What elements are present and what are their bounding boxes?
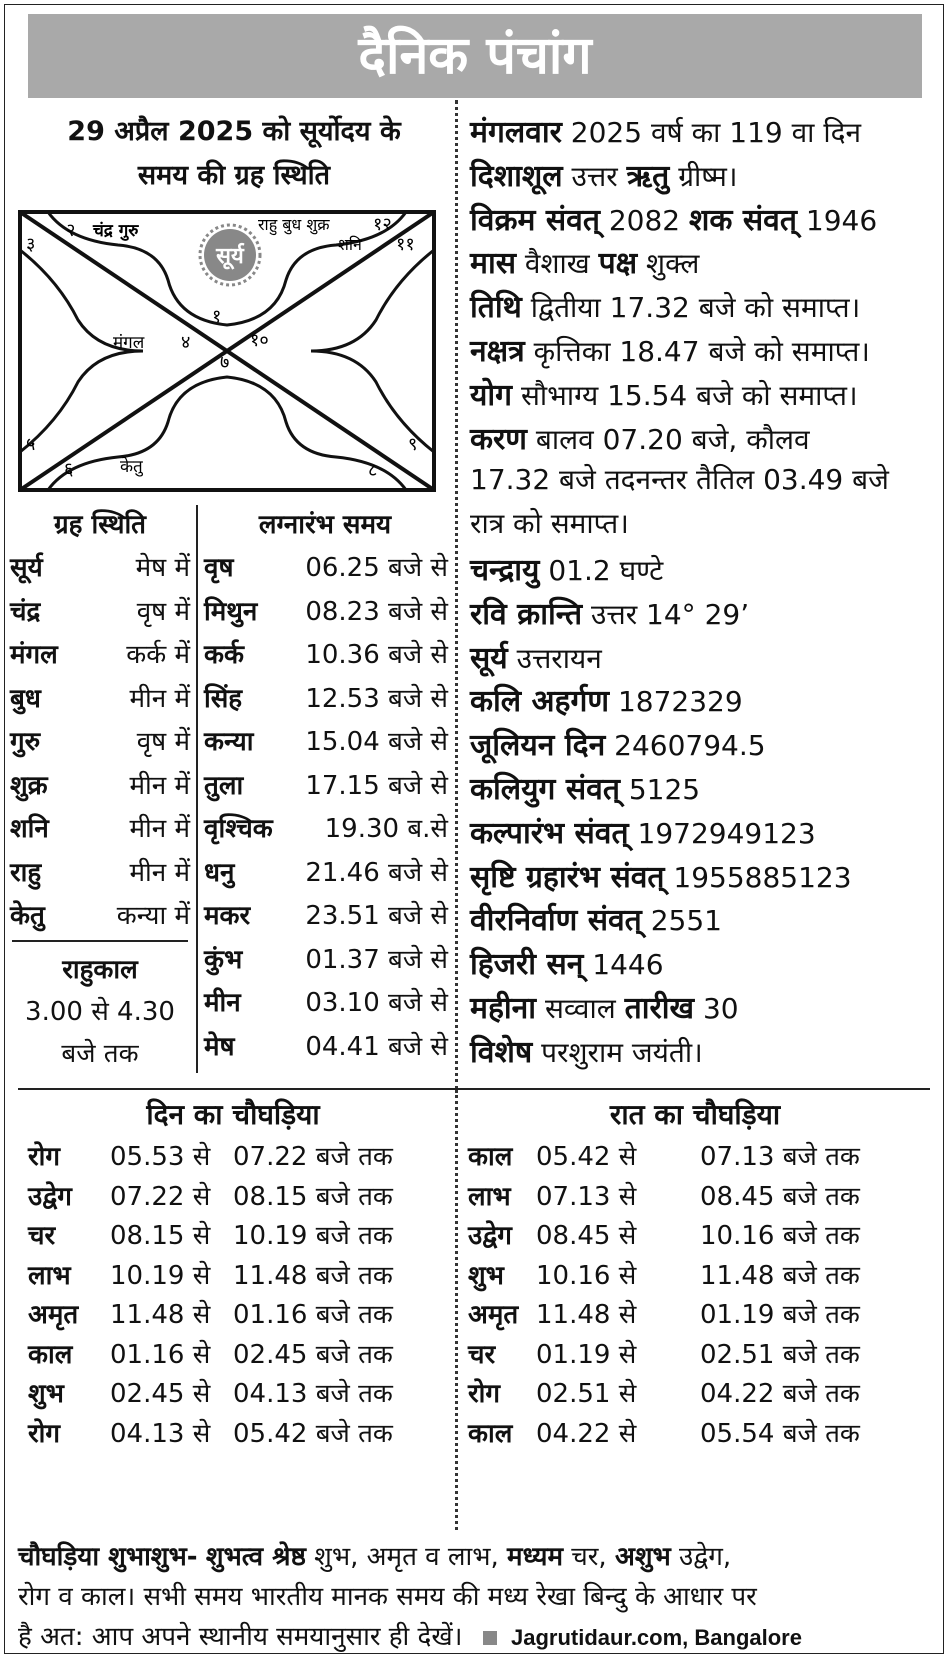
panchang-value: शुक्ल bbox=[646, 247, 700, 281]
lagna-time: 04.41 बजे से bbox=[305, 1031, 448, 1062]
panchang-label: कल्पारंभ संवत् bbox=[470, 815, 629, 851]
panchang-value: 1955885123 bbox=[673, 860, 852, 894]
rahukaal-divider bbox=[12, 940, 188, 942]
house-number: ४ bbox=[181, 332, 191, 353]
panchang-label: महीना bbox=[470, 991, 537, 1026]
page-title-banner: दैनिक पंचांग bbox=[28, 14, 922, 98]
graha-sign: मीन में bbox=[129, 683, 190, 714]
lagna-title: लग्नारंभ समय bbox=[258, 510, 392, 540]
graha-sign: कर्क में bbox=[126, 640, 190, 670]
graha-planet: गुरु bbox=[10, 727, 41, 757]
choghadiya-to: 11.48 बजे तक bbox=[700, 1260, 860, 1291]
day-choghadiya-row bbox=[28, 1295, 448, 1331]
graha-planet: मंगल bbox=[10, 640, 58, 670]
lagna-time: 01.37 बजे से bbox=[305, 944, 448, 975]
lagna-sign: तुला bbox=[204, 770, 244, 801]
panchang-line bbox=[470, 198, 877, 239]
panchang-label: कलि अहर्गण bbox=[470, 684, 610, 720]
panchang-label: योग bbox=[470, 377, 513, 413]
panchang-value: द्वितीया 17.32 बजे को समाप्त। bbox=[530, 291, 861, 325]
panchang-value: बालव 07.20 बजे, कौलव bbox=[535, 422, 810, 456]
night-choghadiya-row bbox=[468, 1177, 888, 1213]
rahukaal-time: 3.00 से 4.30 bbox=[25, 997, 175, 1027]
panchang-value: 17.32 बजे तदनन्तर तैतिल 03.49 बजे bbox=[470, 463, 889, 497]
choghadiya-name: रोग bbox=[28, 1418, 61, 1449]
panchang-line bbox=[470, 855, 852, 896]
panchang-label: मंगलवार bbox=[470, 115, 562, 150]
choghadiya-from: 01.19 से bbox=[536, 1339, 637, 1370]
panchang-line bbox=[470, 504, 629, 542]
panchang-label: सृष्टि ग्रहारंभ संवत् bbox=[470, 859, 665, 895]
choghadiya-to: 04.13 बजे तक bbox=[233, 1379, 393, 1409]
graha-planet: राहु bbox=[10, 857, 42, 888]
choghadiya-from: 11.48 से bbox=[110, 1300, 211, 1330]
panchang-line bbox=[470, 241, 699, 282]
lagna-sign: सिंह bbox=[204, 683, 243, 714]
choghadiya-name: काल bbox=[28, 1339, 73, 1370]
panchang-value: 2025 वर्ष का 119 वा दिन bbox=[570, 116, 861, 149]
panchang-value: 2460794.5 bbox=[614, 729, 766, 763]
panchang-value: परशुराम जयंती। bbox=[541, 1035, 703, 1069]
choghadiya-to: 07.13 बजे तक bbox=[700, 1142, 860, 1172]
planets-house-4: मंगल bbox=[113, 333, 145, 353]
panchang-line bbox=[470, 329, 870, 370]
choghadiya-to: 05.54 बजे तक bbox=[700, 1418, 860, 1449]
chart-title: 29 अप्रैल 2025 को सूर्योदय के समय की ग्रह स्थिति bbox=[67, 116, 401, 191]
lagna-time: 23.51 बजे से bbox=[305, 901, 448, 931]
panchang-label: विक्रम संवत् bbox=[470, 202, 600, 238]
house-number: ८ bbox=[368, 460, 378, 481]
graha-lagna-divider bbox=[196, 505, 198, 1073]
choghadiya-name: उद्वेग bbox=[28, 1181, 72, 1212]
panchang-line bbox=[470, 548, 663, 589]
panchang-value: रात्र को समाप्त। bbox=[470, 507, 629, 541]
choghadiya-divider bbox=[455, 1090, 458, 1530]
house-number: ३ bbox=[26, 234, 36, 255]
choghadiya-from: 08.45 से bbox=[536, 1221, 637, 1251]
choghadiya-from: 08.15 से bbox=[110, 1221, 211, 1251]
panchang-line bbox=[470, 767, 700, 808]
choghadiya-from: 04.22 से bbox=[536, 1418, 637, 1449]
panchang-label: शक संवत् bbox=[689, 202, 797, 238]
panchang-line bbox=[470, 417, 810, 458]
graha-planet: शनि bbox=[10, 814, 49, 844]
graha-planet: चंद्र bbox=[10, 596, 41, 627]
panchang-line bbox=[470, 285, 860, 326]
panchang-value: 2082 bbox=[608, 203, 681, 237]
day-choghadiya-row bbox=[28, 1256, 448, 1292]
lagna-sign: कर्क bbox=[204, 640, 244, 670]
choghadiya-from: 05.53 से bbox=[110, 1142, 211, 1172]
panchang-value: सौभाग्य 15.54 बजे को समाप्त। bbox=[520, 378, 858, 412]
panchang-label: सूर्य bbox=[470, 640, 508, 676]
graha-sign: मीन में bbox=[129, 857, 190, 888]
lagna-sign: मकर bbox=[204, 901, 251, 931]
day-choghadiya-row bbox=[28, 1335, 448, 1371]
graha-planet: केतु bbox=[10, 901, 45, 931]
house-number: १ bbox=[212, 306, 222, 327]
graha-sign: मीन में bbox=[129, 814, 190, 844]
choghadiya-from: 10.16 से bbox=[536, 1260, 637, 1291]
night-choghadiya-row bbox=[468, 1414, 888, 1450]
lagna-sign: मीन bbox=[204, 988, 241, 1018]
panchang-line bbox=[470, 154, 737, 195]
brand-square-icon bbox=[483, 1631, 497, 1645]
lagna-sign: मेष bbox=[204, 1031, 235, 1062]
panchang-label: ऋतु bbox=[626, 158, 670, 194]
choghadiya-name: चर bbox=[468, 1339, 496, 1370]
panchang-line bbox=[470, 942, 664, 983]
day-choghadiya-row bbox=[28, 1374, 448, 1410]
choghadiya-to: 01.19 बजे तक bbox=[700, 1300, 860, 1330]
night-choghadiya-row bbox=[468, 1295, 888, 1331]
night-choghadiya-row bbox=[468, 1137, 888, 1173]
night-choghadiya-title: रात का चौघड़िया bbox=[609, 1098, 781, 1131]
graha-sign: कन्या में bbox=[116, 901, 190, 931]
choghadiya-from: 11.48 से bbox=[536, 1300, 637, 1330]
panchang-label: रवि क्रान्ति bbox=[470, 596, 583, 632]
lagna-time: 06.25 बजे से bbox=[305, 553, 448, 583]
day-choghadiya-title: दिन का चौघड़िया bbox=[146, 1098, 320, 1131]
choghadiya-from: 02.45 से bbox=[110, 1379, 211, 1409]
choghadiya-name: लाभ bbox=[28, 1260, 71, 1291]
day-choghadiya-row bbox=[28, 1414, 448, 1450]
panchang-line bbox=[470, 986, 739, 1027]
house-number: १० bbox=[250, 330, 269, 351]
house-number: ११ bbox=[396, 234, 415, 255]
panchang-label: चन्द्रायु bbox=[470, 553, 540, 588]
panchang-value: 30 bbox=[702, 992, 739, 1025]
house-number: ५ bbox=[26, 434, 36, 455]
panchang-line bbox=[470, 723, 766, 764]
night-choghadiya-row bbox=[468, 1256, 888, 1292]
planets-house-2: चंद्र गुरु bbox=[93, 221, 139, 241]
choghadiya-from: 10.19 से bbox=[110, 1260, 211, 1291]
choghadiya-to: 10.16 बजे तक bbox=[700, 1221, 860, 1251]
graha-planet: बुध bbox=[10, 683, 41, 714]
choghadiya-name: अमृत bbox=[468, 1300, 519, 1330]
panchang-value: कृत्तिका 18.47 बजे को समाप्त। bbox=[533, 335, 870, 368]
panchang-value: 2551 bbox=[650, 904, 722, 938]
choghadiya-to: 02.45 बजे तक bbox=[233, 1339, 393, 1370]
panchang-label: करण bbox=[470, 421, 527, 457]
lagna-time: 12.53 बजे से bbox=[305, 683, 448, 714]
choghadiya-name: काल bbox=[468, 1418, 513, 1449]
choghadiya-from: 04.13 से bbox=[110, 1418, 211, 1449]
house-number: १२ bbox=[373, 214, 392, 235]
graha-sign: वृष में bbox=[136, 596, 190, 627]
choghadiya-name: शुभ bbox=[28, 1379, 64, 1409]
panchang-value: उत्तरायन bbox=[516, 641, 602, 675]
panchang-label: नक्षत्र bbox=[470, 334, 525, 369]
panchang-label: हिजरी सन् bbox=[470, 947, 584, 983]
footer-note: चौघड़िया शुभाशुभ- शुभत्व श्रेष्ठ शुभ, अमृत व लाभ, मध्यम चर, अशुभ उद्वेग, रोग व काल। सभी समय भारतीय मानक समय की मध्य रेखा बिन्दु के आधार पर है अत: आप अपने स्थानीय समयानुसार ही देखें। Jagrutidaur.com, Bangalore bbox=[18, 1542, 802, 1652]
panchang-value: 5125 bbox=[628, 773, 701, 806]
planets-house-6: केतु bbox=[120, 457, 143, 477]
lagna-sign: मिथुन bbox=[204, 596, 258, 627]
lagna-time: 19.30 ब.से bbox=[324, 814, 448, 844]
lagna-sign: वृश्चिक bbox=[204, 814, 273, 844]
section-divider bbox=[18, 1088, 930, 1090]
night-choghadiya-row bbox=[468, 1374, 888, 1410]
planets-house-12: राहु बुध शुक्र bbox=[258, 215, 330, 234]
graha-sign: मेष में bbox=[135, 553, 190, 583]
graha-title: ग्रह स्थिति bbox=[53, 510, 147, 540]
choghadiya-from: 05.42 से bbox=[536, 1142, 637, 1172]
choghadiya-name: अमृत bbox=[28, 1300, 79, 1330]
choghadiya-name: चर bbox=[28, 1221, 56, 1251]
panchang-line bbox=[470, 811, 816, 852]
lagna-sign: कुंभ bbox=[204, 944, 243, 975]
choghadiya-to: 02.51 बजे तक bbox=[700, 1339, 860, 1370]
choghadiya-name: उद्वेग bbox=[468, 1221, 512, 1251]
house-number: ९ bbox=[408, 434, 418, 455]
lagna-time: 15.04 बजे से bbox=[305, 727, 448, 757]
panchang-line bbox=[470, 1030, 703, 1071]
lagna-sign: कन्या bbox=[204, 727, 254, 757]
choghadiya-name: लाभ bbox=[468, 1181, 511, 1212]
panchang-value: सव्वाल bbox=[544, 992, 616, 1025]
choghadiya-to: 01.16 बजे तक bbox=[233, 1300, 393, 1330]
panchang-value: 01.2 घण्टे bbox=[548, 554, 664, 587]
night-choghadiya-row bbox=[468, 1335, 888, 1371]
choghadiya-to: 05.42 बजे तक bbox=[233, 1418, 393, 1449]
panchang-line bbox=[470, 110, 861, 151]
house-number: ७ bbox=[220, 352, 230, 373]
horoscope-chart bbox=[18, 210, 436, 492]
lagna-sign: वृष bbox=[204, 553, 234, 583]
graha-planet: सूर्य bbox=[10, 553, 43, 583]
choghadiya-to: 08.45 बजे तक bbox=[700, 1181, 860, 1212]
choghadiya-to: 10.19 बजे तक bbox=[233, 1221, 393, 1251]
choghadiya-from: 01.16 से bbox=[110, 1339, 211, 1370]
choghadiya-to: 11.48 बजे तक bbox=[233, 1260, 393, 1291]
choghadiya-to: 04.22 बजे तक bbox=[700, 1379, 860, 1409]
house-number: ६ bbox=[64, 459, 74, 480]
panchang-label: वीरनिर्वाण संवत् bbox=[470, 903, 642, 939]
night-choghadiya-row bbox=[468, 1216, 888, 1252]
lagna-sign: धनु bbox=[204, 857, 235, 888]
rahukaal-title: राहुकाल bbox=[62, 955, 138, 985]
choghadiya-from: 02.51 से bbox=[536, 1379, 637, 1409]
house-number: २ bbox=[66, 220, 76, 241]
choghadiya-name: रोग bbox=[28, 1142, 61, 1172]
rahukaal-suffix: बजे तक bbox=[61, 1039, 139, 1069]
panchang-label: दिशाशूल bbox=[470, 158, 563, 194]
choghadiya-to: 07.22 बजे तक bbox=[233, 1142, 393, 1172]
lagna-time: 08.23 बजे से bbox=[305, 596, 448, 627]
choghadiya-from: 07.13 से bbox=[536, 1181, 637, 1212]
panchang-value: उत्तर bbox=[571, 159, 618, 193]
lagna-time: 17.15 बजे से bbox=[305, 770, 448, 801]
lagna-time: 03.10 बजे से bbox=[305, 988, 448, 1018]
panchang-value: 1946 bbox=[805, 203, 878, 237]
graha-sign: मीन में bbox=[129, 770, 190, 801]
choghadiya-from: 07.22 से bbox=[110, 1181, 211, 1212]
panchang-value: 1972949123 bbox=[637, 816, 816, 850]
lagna-time: 10.36 बजे से bbox=[305, 640, 448, 670]
panchang-value: वैशाख bbox=[524, 247, 590, 281]
graha-sign: वृष में bbox=[136, 727, 190, 757]
column-divider bbox=[455, 100, 458, 1090]
panchang-line bbox=[470, 636, 602, 677]
panchang-line bbox=[470, 592, 749, 633]
panchang-value: 1446 bbox=[592, 948, 664, 982]
sun-label: सूर्य bbox=[216, 244, 244, 269]
panchang-line bbox=[470, 460, 889, 498]
panchang-value: उत्तर 14° 29’ bbox=[591, 597, 750, 631]
panchang-line bbox=[470, 679, 743, 720]
panchang-label: विशेष bbox=[470, 1034, 533, 1070]
planets-house-12-saturn: शनि bbox=[338, 235, 362, 254]
day-choghadiya-row bbox=[28, 1177, 448, 1213]
panchang-value: 1872329 bbox=[617, 685, 743, 719]
choghadiya-name: काल bbox=[468, 1142, 513, 1172]
panchang-label: तारीख bbox=[624, 991, 695, 1026]
graha-planet: शुक्र bbox=[10, 770, 48, 801]
choghadiya-name: शुभ bbox=[468, 1260, 504, 1291]
day-choghadiya-row bbox=[28, 1216, 448, 1252]
panchang-label: मास bbox=[470, 246, 516, 282]
panchang-label: कलियुग संवत् bbox=[470, 772, 620, 807]
choghadiya-to: 08.15 बजे तक bbox=[233, 1181, 393, 1212]
brand-link[interactable]: Jagrutidaur.com, Bangalore bbox=[511, 1625, 802, 1650]
lagna-time: 21.46 बजे से bbox=[305, 857, 448, 888]
panchang-value: ग्रीष्म। bbox=[678, 159, 738, 193]
day-choghadiya-row bbox=[28, 1137, 448, 1173]
panchang-label: जूलियन दिन bbox=[470, 728, 606, 764]
choghadiya-name: रोग bbox=[468, 1379, 501, 1409]
panchang-line bbox=[470, 898, 722, 939]
panchang-label: तिथि bbox=[470, 290, 522, 326]
panchang-line bbox=[470, 373, 858, 414]
panchang-label: पक्ष bbox=[598, 246, 638, 282]
